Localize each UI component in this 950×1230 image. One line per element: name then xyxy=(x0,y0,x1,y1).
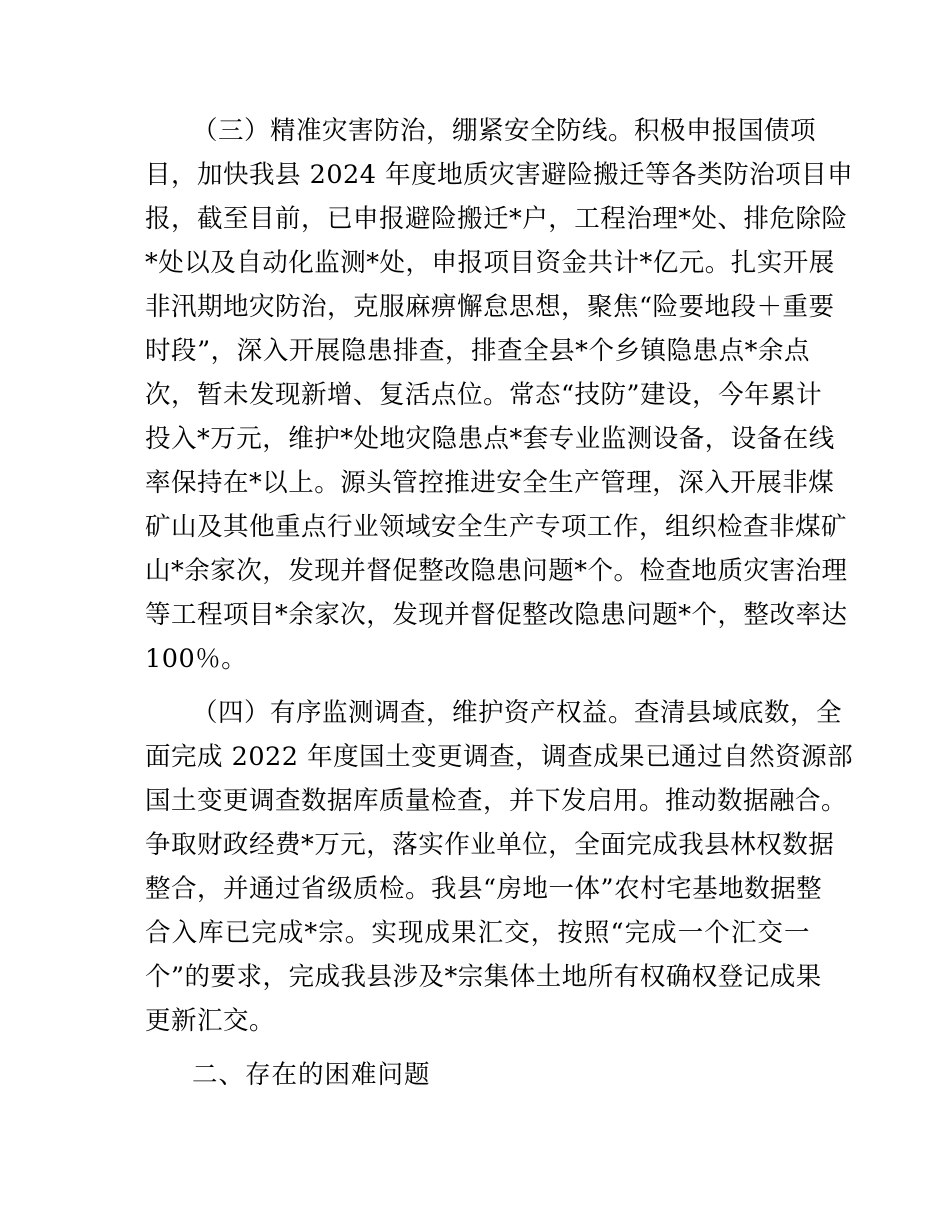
paragraph-line: 面完成 2022 年度国土变更调查，调查成果已通过自然资源部 xyxy=(145,742,854,772)
paragraph-line: 国土变更调查数据库质量检查，并下发启用。推动数据融合。 xyxy=(145,786,848,816)
paragraph-line: 山*余家次，发现并督促整改隐患问题*个。检查地质灾害治理 xyxy=(145,556,848,586)
paragraph-line: 100％。 xyxy=(145,644,248,674)
paragraph-line: 矿山及其他重点行业领域安全生产专项工作，组织检查非煤矿 xyxy=(145,512,848,542)
paragraph-line: 整合，并通过省级质检。我县“房地一体”农村宅基地数据整 xyxy=(145,874,823,904)
paragraph-line: 争取财政经费*万元，落实作业单位，全面完成我县林权数据 xyxy=(145,830,835,860)
paragraph-line: 时段”，深入开展隐患排查，排查全县*个乡镇隐患点*余点 xyxy=(145,336,810,366)
paragraph-line: 目，加快我县 2024 年度地质灾害避险搬迁等各类防治项目申 xyxy=(145,160,854,190)
paragraph-line: 个”的要求，完成我县涉及*宗集体土地所有权确权登记成果 xyxy=(145,962,822,992)
paragraph-line: *处以及自动化监测*处，申报项目资金共计*亿元。扎实开展 xyxy=(145,248,835,278)
section-heading: 二、存在的困难问题 xyxy=(192,1060,431,1090)
paragraph-line: 率保持在*以上。源头管控推进安全生产管理，深入开展非煤 xyxy=(145,468,835,498)
paragraph-line: 次，暂未发现新增、复活点位。常态“技防”建设，今年累计 xyxy=(145,380,823,410)
paragraph-line: 非汛期地灾防治，克服麻痹懈怠思想，聚焦“险要地段＋重要 xyxy=(145,292,835,322)
paragraph-line: 合入库已完成*宗。实现成果汇交，按照“完成一个汇交一 xyxy=(145,918,810,948)
paragraph-line: 报，截至目前，已申报避险搬迁*户，工程治理*处、排危除险 xyxy=(145,204,848,234)
paragraph-line: 投入*万元，维护*处地灾隐患点*套专业监测设备，设备在线 xyxy=(145,424,835,454)
paragraph-line: 更新汇交。 xyxy=(145,1006,276,1036)
paragraph-line: （三）精准灾害防治，绷紧安全防线。积极申报国债项 xyxy=(192,116,817,146)
paragraph-line: 等工程项目*余家次，发现并督促整改隐患问题*个，整改率达 xyxy=(145,600,848,630)
paragraph-line: （四）有序监测调查，维护资产权益。查清县域底数，全 xyxy=(192,698,843,728)
